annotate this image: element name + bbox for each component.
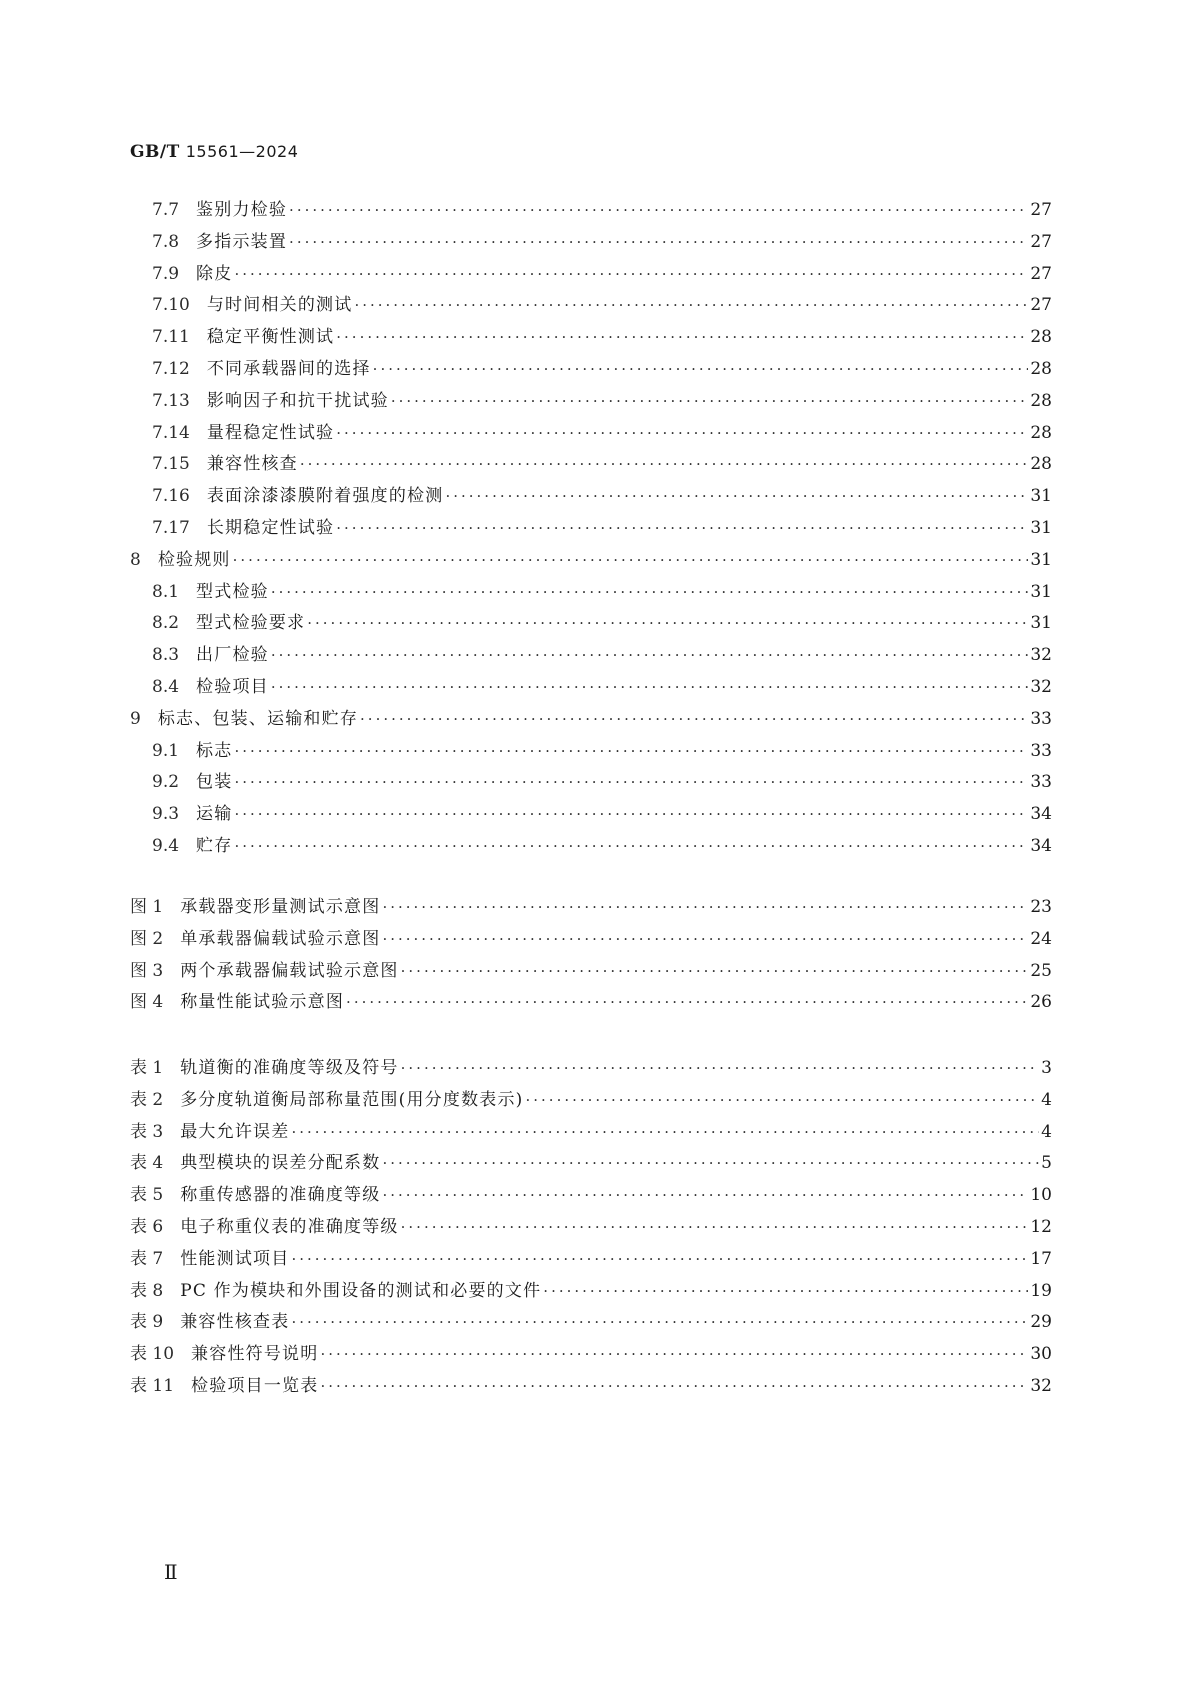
toc-entry-number: 表 3 xyxy=(130,1121,164,1142)
toc-entry-title: 兼容性符号说明 xyxy=(191,1344,319,1365)
toc-entry-number: 8.3 xyxy=(152,645,180,666)
toc-entry-page: 33 xyxy=(1030,708,1052,729)
toc-entry-title: 兼容性核查表 xyxy=(180,1312,290,1333)
dot-leader xyxy=(320,1345,1028,1363)
toc-entry-number: 9.1 xyxy=(152,740,180,761)
toc-entry-page: 27 xyxy=(1030,295,1052,316)
toc-entry-page: 5 xyxy=(1041,1153,1052,1174)
toc-entry-number: 8.4 xyxy=(152,676,180,697)
dot-leader xyxy=(526,1091,1040,1109)
dot-leader xyxy=(354,296,1028,314)
dot-leader xyxy=(382,898,1028,916)
toc-entry-number: 9.3 xyxy=(152,804,180,825)
dot-leader xyxy=(401,962,1029,980)
toc-section-entry[interactable] xyxy=(130,577,1052,609)
toc-table-entry[interactable] xyxy=(130,1371,1052,1403)
toc-entry-title: 型式检验要求 xyxy=(196,613,306,634)
toc-section-entry[interactable] xyxy=(130,195,1052,227)
toc-entry-title: 型式检验 xyxy=(196,581,269,602)
toc-entry-number: 7.9 xyxy=(152,263,180,284)
toc-entry-number: 表 9 xyxy=(130,1312,164,1333)
toc-entry-title: 标志 xyxy=(196,740,233,761)
dot-leader xyxy=(346,993,1028,1011)
toc-section-entry[interactable] xyxy=(130,354,1052,386)
toc-entry-number: 7.7 xyxy=(152,200,180,220)
toc-entry-title: 贮存 xyxy=(196,835,233,856)
dot-leader xyxy=(382,1186,1028,1204)
toc-entry-number: 表 5 xyxy=(130,1185,164,1206)
dot-leader xyxy=(307,614,1028,632)
toc-entry-title: 量程稳定性试验 xyxy=(206,422,335,443)
toc-entry-title: 最大允许误差 xyxy=(180,1121,290,1142)
toc-section-entry[interactable] xyxy=(130,608,1052,640)
toc-entry-title: 多指示装置 xyxy=(196,231,288,252)
dot-leader xyxy=(445,487,1028,505)
toc-section-entry[interactable] xyxy=(130,481,1052,513)
toc-section-entry[interactable] xyxy=(130,386,1052,418)
toc-entry-page: 28 xyxy=(1030,327,1052,348)
toc-entry-number: 9.2 xyxy=(152,772,180,793)
toc-entry-page: 32 xyxy=(1030,1375,1052,1396)
dot-leader xyxy=(291,1250,1028,1268)
toc-entry-title: 稳定平衡性测试 xyxy=(206,327,335,348)
toc-section-entry[interactable] xyxy=(130,799,1052,831)
toc-figure-entry[interactable] xyxy=(130,987,1052,1019)
page-number: Ⅱ xyxy=(164,1560,178,1584)
document-header xyxy=(130,142,298,162)
toc-entry-number: 表 2 xyxy=(130,1089,164,1110)
dot-leader xyxy=(234,773,1028,791)
toc-entry-page: 19 xyxy=(1030,1280,1052,1301)
toc-entry-page: 12 xyxy=(1030,1216,1052,1237)
dot-leader xyxy=(336,424,1028,442)
toc-entry-title: 长期稳定性试验 xyxy=(206,517,335,538)
toc-entry-number: 7.8 xyxy=(152,231,180,252)
toc-entry-page: 32 xyxy=(1030,676,1052,697)
toc-entry-page: 31 xyxy=(1030,486,1052,507)
dot-leader xyxy=(373,360,1029,378)
dot-leader xyxy=(543,1282,1028,1300)
toc-entry-page: 28 xyxy=(1030,358,1052,379)
dot-leader xyxy=(271,646,1029,664)
toc-section-entry[interactable] xyxy=(130,322,1052,354)
dot-leader xyxy=(289,233,1028,251)
toc-entry-number: 8.2 xyxy=(152,613,180,634)
toc-section-entry[interactable] xyxy=(130,736,1052,768)
toc-entry-number: 8.1 xyxy=(152,581,180,602)
dot-leader xyxy=(234,837,1028,855)
dot-leader xyxy=(234,742,1028,760)
toc-entry-title: 不同承载器间的选择 xyxy=(206,358,371,379)
toc-entry-page: 31 xyxy=(1030,613,1052,634)
toc-entry-page: 25 xyxy=(1030,960,1052,981)
toc-entry-title: 电子称重仪表的准确度等级 xyxy=(180,1216,399,1237)
toc-entry-page: 28 xyxy=(1030,422,1052,443)
toc-entry-number: 7.12 xyxy=(152,358,190,379)
toc-entry-number: 表 10 xyxy=(130,1344,175,1365)
toc-entry-page: 33 xyxy=(1030,772,1052,793)
toc-entry-title: 运输 xyxy=(196,804,233,825)
toc-entry-title: 性能测试项目 xyxy=(180,1248,290,1269)
toc-entry-number: 9 xyxy=(130,708,141,729)
dot-leader xyxy=(300,455,1029,473)
toc-entry-page: 27 xyxy=(1030,200,1052,220)
toc-figure-entry[interactable] xyxy=(130,956,1052,988)
toc-entry-title: 兼容性核查 xyxy=(206,454,298,475)
toc-section-entry[interactable] xyxy=(130,513,1052,545)
toc-entry-number: 图 2 xyxy=(130,928,164,949)
toc-entry-page: 10 xyxy=(1030,1185,1052,1206)
dot-leader xyxy=(360,710,1028,728)
dot-leader xyxy=(382,930,1028,948)
toc-entry-number: 表 4 xyxy=(130,1153,164,1174)
dot-leader xyxy=(271,678,1029,696)
toc-entry-title: 标志、包装、运输和贮存 xyxy=(157,708,359,729)
toc-table-entry[interactable] xyxy=(130,1339,1052,1371)
toc-entry-title: 承载器变形量测试示意图 xyxy=(180,897,381,917)
toc-entry-title: 表面涂漆漆膜附着强度的检测 xyxy=(206,486,444,507)
toc-entry-page: 23 xyxy=(1030,897,1052,917)
toc-table-entry[interactable] xyxy=(130,1244,1052,1276)
dot-leader xyxy=(233,551,1029,569)
toc-entry-title: 单承载器偏载试验示意图 xyxy=(180,928,381,949)
toc-entry-title: 检验项目 xyxy=(196,676,269,697)
toc-section-entry[interactable] xyxy=(130,227,1052,259)
dot-leader xyxy=(391,392,1029,410)
toc-entry-number: 7.14 xyxy=(152,422,190,443)
toc-entry-number: 表 1 xyxy=(130,1058,164,1078)
toc-entry-page: 31 xyxy=(1030,517,1052,538)
toc-entry-number: 8 xyxy=(130,549,141,570)
toc-entry-number: 9.4 xyxy=(152,835,180,856)
toc-figures-list xyxy=(130,892,1052,1019)
toc-table-entry[interactable] xyxy=(130,1117,1052,1149)
dot-leader xyxy=(401,1218,1029,1236)
dot-leader xyxy=(234,265,1028,283)
toc-entry-page: 4 xyxy=(1041,1121,1052,1142)
dot-leader xyxy=(320,1377,1028,1395)
toc-table-entry[interactable] xyxy=(130,1085,1052,1117)
toc-entry-title: 多分度轨道衡局部称量范围(用分度数表示) xyxy=(180,1089,524,1110)
toc-section-entry[interactable] xyxy=(130,831,1052,863)
toc-entry-title: 出厂检验 xyxy=(196,645,269,666)
toc-entry-page: 32 xyxy=(1030,645,1052,666)
toc-entry-page: 17 xyxy=(1030,1248,1052,1269)
toc-entry-page: 28 xyxy=(1030,390,1052,411)
toc-entry-number: 表 7 xyxy=(130,1248,164,1269)
toc-table-entry[interactable] xyxy=(130,1180,1052,1212)
toc-entry-number: 表 11 xyxy=(130,1375,175,1396)
toc-entry-number: 图 4 xyxy=(130,992,164,1013)
toc-entry-page: 34 xyxy=(1030,835,1052,856)
toc-section-entry[interactable] xyxy=(130,640,1052,672)
toc-section-entry[interactable] xyxy=(130,767,1052,799)
toc-figure-entry[interactable] xyxy=(130,924,1052,956)
toc-table-entry[interactable] xyxy=(130,1276,1052,1308)
dot-leader xyxy=(336,519,1028,537)
toc-section-entry[interactable] xyxy=(130,259,1052,291)
toc-entry-number: 表 8 xyxy=(130,1280,164,1301)
toc-table-entry[interactable] xyxy=(130,1212,1052,1244)
toc-entry-page: 28 xyxy=(1030,454,1052,475)
toc-entry-title: PC 作为模块和外围设备的测试和必要的文件 xyxy=(180,1280,542,1301)
toc-entry-number: 图 3 xyxy=(130,960,164,981)
toc-entry-title: 包装 xyxy=(196,772,233,793)
toc-entry-title: 鉴别力检验 xyxy=(196,200,288,220)
dot-leader xyxy=(291,1313,1028,1331)
toc-entry-page: 24 xyxy=(1030,928,1052,949)
toc-entry-title: 轨道衡的准确度等级及符号 xyxy=(180,1058,399,1078)
toc-entry-page: 4 xyxy=(1041,1089,1052,1110)
toc-entry-title: 称量性能试验示意图 xyxy=(180,992,345,1013)
dot-leader xyxy=(271,583,1029,601)
toc-entry-number: 7.17 xyxy=(152,517,190,538)
toc-entry-number: 表 6 xyxy=(130,1216,164,1237)
toc-section-entry[interactable] xyxy=(130,290,1052,322)
toc-section-entry[interactable] xyxy=(130,545,1052,577)
toc-entry-page: 29 xyxy=(1030,1312,1052,1333)
toc-section-entry[interactable] xyxy=(130,704,1052,736)
toc-entry-title: 影响因子和抗干扰试验 xyxy=(206,390,389,411)
toc-entry-number: 7.11 xyxy=(152,327,190,348)
toc-entry-page: 26 xyxy=(1030,992,1052,1013)
toc-entry-number: 7.13 xyxy=(152,390,190,411)
standard-number: 15561—2024 xyxy=(185,142,299,161)
toc-figure-entry[interactable] xyxy=(130,892,1052,924)
toc-entry-page: 31 xyxy=(1030,581,1052,602)
toc-entry-page: 30 xyxy=(1030,1344,1052,1365)
toc-entry-title: 两个承载器偏载试验示意图 xyxy=(180,960,399,981)
toc-entry-page: 34 xyxy=(1030,804,1052,825)
toc-entry-title: 检验规则 xyxy=(157,549,231,570)
dot-leader xyxy=(291,1123,1039,1141)
standard-prefix: GB/T xyxy=(130,142,180,162)
toc-entry-page: 27 xyxy=(1030,231,1052,252)
dot-leader xyxy=(234,805,1028,823)
toc-entry-title: 称重传感器的准确度等级 xyxy=(180,1185,381,1206)
toc-entry-title: 与时间相关的测试 xyxy=(206,295,353,316)
toc-tables-list xyxy=(130,1053,1052,1403)
dot-leader xyxy=(401,1059,1040,1077)
toc-section-entry[interactable] xyxy=(130,449,1052,481)
toc-table-entry[interactable] xyxy=(130,1307,1052,1339)
toc-entry-page: 3 xyxy=(1041,1058,1052,1078)
toc-sections-list xyxy=(130,195,1052,863)
toc-section-entry[interactable] xyxy=(130,672,1052,704)
toc-entry-page: 33 xyxy=(1030,740,1052,761)
dot-leader xyxy=(382,1154,1039,1172)
toc-table-entry[interactable] xyxy=(130,1053,1052,1085)
toc-entry-number: 7.10 xyxy=(152,295,190,316)
toc-section-entry[interactable] xyxy=(130,418,1052,450)
toc-entry-title: 除皮 xyxy=(196,263,233,284)
toc-entry-number: 7.16 xyxy=(152,486,190,507)
toc-entry-number: 图 1 xyxy=(130,897,164,917)
dot-leader xyxy=(336,328,1028,346)
toc-table-entry[interactable] xyxy=(130,1148,1052,1180)
toc-entry-title: 典型模块的误差分配系数 xyxy=(180,1153,381,1174)
dot-leader xyxy=(289,201,1028,219)
toc-entry-number: 7.15 xyxy=(152,454,190,475)
toc-entry-page: 27 xyxy=(1030,263,1052,284)
toc-entry-page: 31 xyxy=(1030,549,1052,570)
toc-entry-title: 检验项目一览表 xyxy=(191,1375,319,1396)
